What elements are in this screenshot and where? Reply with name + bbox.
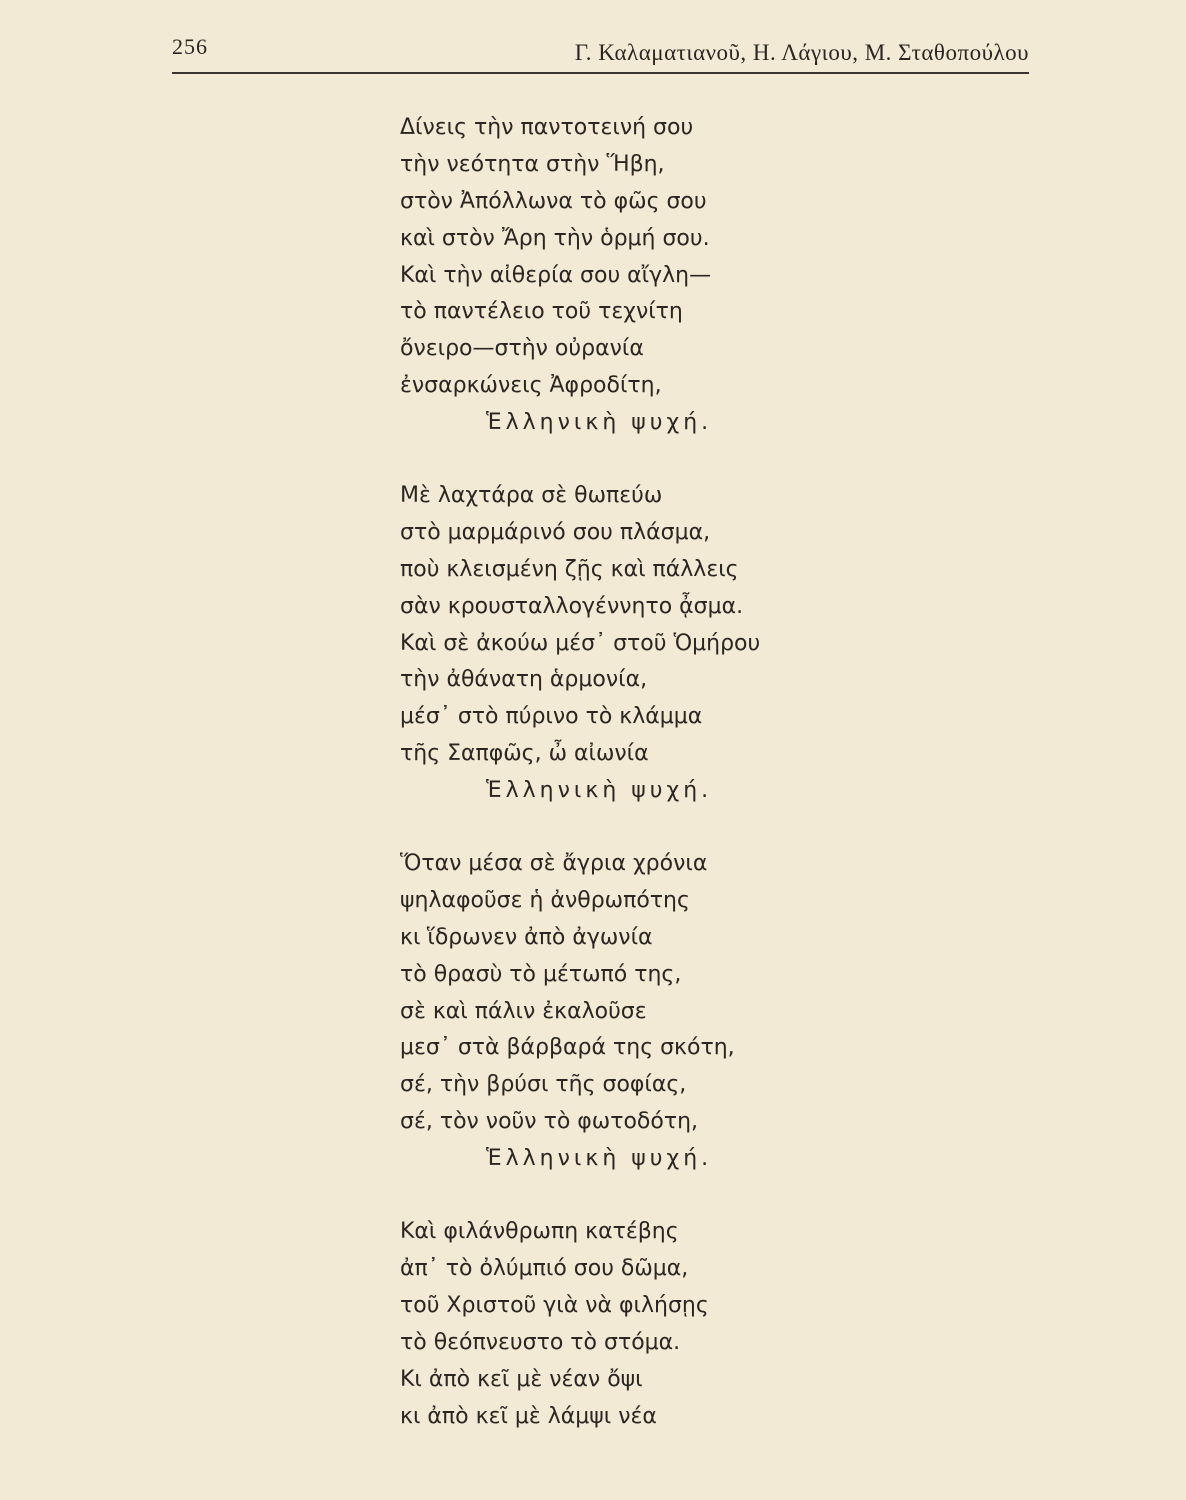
poem-line: σέ, τὸν νοῦν τὸ φωτοδότη,	[400, 1109, 699, 1135]
poem-line: στὸ μαρμάρινό σου πλάσμα,	[400, 519, 711, 545]
page-header	[172, 34, 1029, 74]
stanza-3	[400, 846, 920, 1178]
poem-line: ὄνειρο—στὴν οὐρανία	[400, 336, 644, 362]
poem-line: κι ἵδρωνεν ἀπὸ ἀγωνία	[400, 924, 653, 950]
page-number: 256	[172, 34, 208, 59]
poem-line: τῆς Σαπφῶς, ὦ αἰωνία	[400, 741, 649, 767]
poem-line: ἀπ᾽ τὸ ὀλύμπιό σου δῶμα,	[400, 1255, 689, 1281]
poem-line: Μὲ λαχτάρα σὲ θωπεύω	[400, 483, 663, 509]
poem-line: τὴν νεότητα στὴν Ἥβη,	[400, 151, 665, 177]
poem-line: μέσ᾽ στὸ πύρινο τὸ κλάμμα	[400, 704, 703, 730]
poem-line: ψηλαφοῦσε ἡ ἀνθρωπότης	[400, 887, 690, 913]
poem-line: Κι ἀπὸ κεῖ μὲ νέαν ὄψι	[400, 1366, 643, 1392]
poem-line: τὸ παντέλειο τοῦ τεχνίτη	[400, 299, 683, 325]
poem-line: ἐνσαρκώνεις Ἀφροδίτη,	[400, 373, 662, 399]
poem-line: κι ἀπὸ κεῖ μὲ λάμψι νέα	[400, 1403, 657, 1429]
refrain-line: Ἑλληνικὴ ψυχή.	[486, 778, 713, 804]
poem-line: ποὺ κλεισμένη ζῇς καὶ πάλλεις	[400, 556, 739, 582]
poem	[400, 110, 920, 1471]
poem-line: Ὅταν μέσα σὲ ἄγρια χρόνια	[400, 851, 708, 877]
running-head: Γ. Καλαματιανοῦ, Η. Λάγιου, Μ. Σταθοπούλου	[574, 40, 1029, 65]
poem-line: Καὶ φιλάνθρωπη κατέβης	[400, 1219, 679, 1245]
stanza-2	[400, 478, 920, 810]
poem-line: τὸ θεόπνευστο τὸ στόμα.	[400, 1329, 681, 1355]
poem-line: μεσ᾽ στὰ βάρβαρά της σκότη,	[400, 1035, 735, 1061]
poem-line: τὴν ἀθάνατη ἁρμονία,	[400, 667, 648, 693]
poem-line: σέ, τὴν βρύσι τῆς σοφίας,	[400, 1072, 687, 1098]
poem-line: στὸν Ἀπόλλωνα τὸ φῶς σου	[400, 188, 707, 214]
poem-line: σὲ καὶ πάλιν ἐκαλοῦσε	[400, 998, 647, 1024]
poem-line: σὰν κρουσταλλογέννητο ᾆσμα.	[400, 593, 744, 619]
refrain-line: Ἑλληνικὴ ψυχή.	[486, 410, 713, 436]
poem-line: τοῦ Χριστοῦ γιὰ νὰ φιλήσῃς	[400, 1292, 709, 1318]
poem-line: Δίνεις τὴν παντοτεινή σου	[400, 115, 694, 140]
stanza-4	[400, 1214, 920, 1435]
poem-line: Καὶ σὲ ἀκούω μέσ᾽ στοῦ Ὁμήρου	[400, 630, 761, 656]
refrain-line: Ἑλληνικὴ ψυχή.	[486, 1146, 713, 1172]
stanza-1	[400, 110, 920, 442]
poem-line: καὶ στὸν Ἄρη τὴν ὁρμή σου.	[400, 225, 710, 251]
poem-line: τὸ θρασὺ τὸ μέτωπό της,	[400, 961, 682, 987]
poem-line: Καὶ τὴν αἰθερία σου αἴγλη—	[400, 262, 712, 288]
